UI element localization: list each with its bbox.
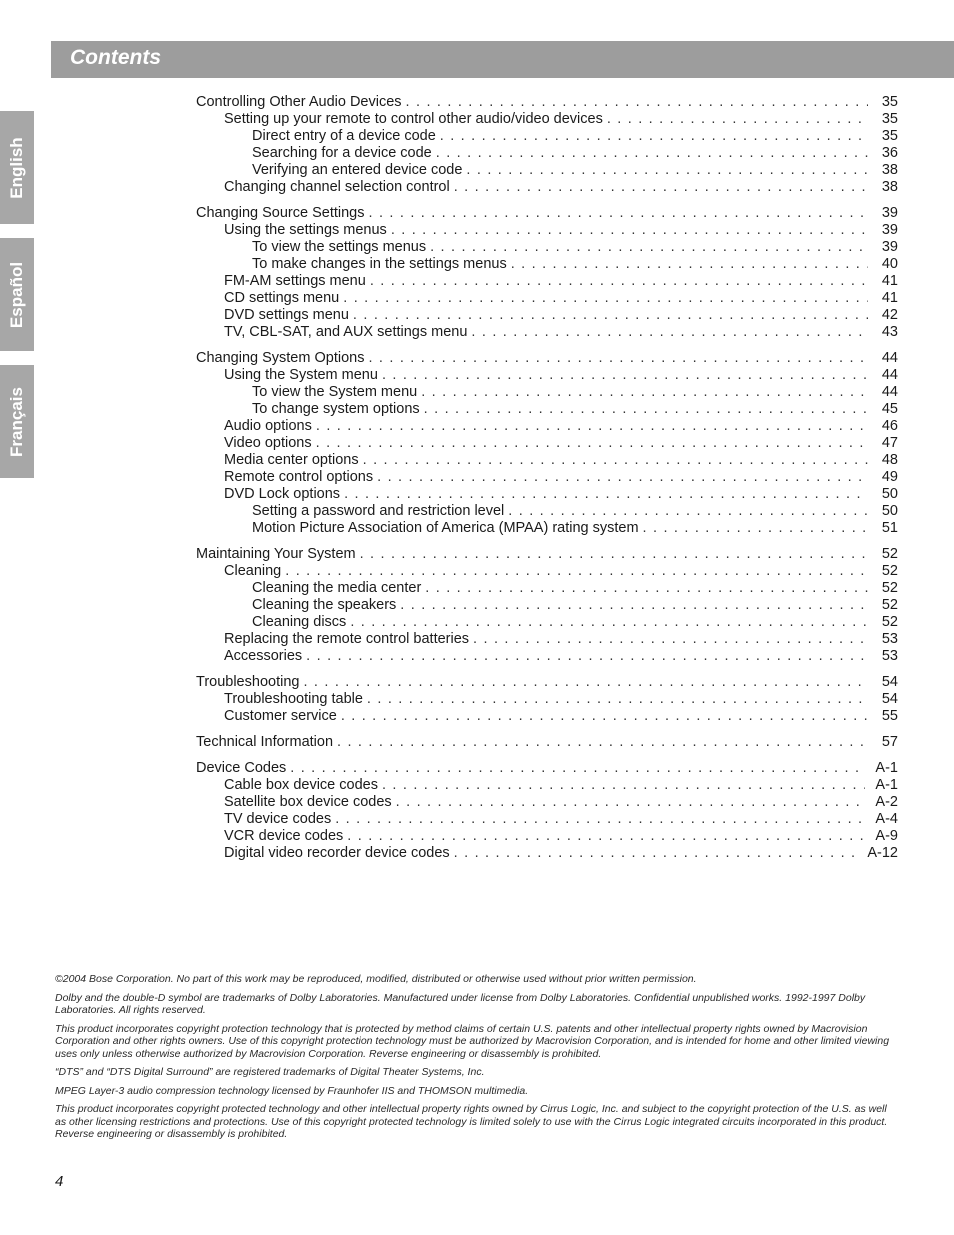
toc-entry[interactable] (196, 597, 898, 614)
toc-entry-title: Satellite box device codes (224, 794, 392, 810)
dot-leader (350, 614, 868, 631)
page-number: 4 (55, 1173, 64, 1190)
legal-paragraph: This product incorporates copyright protection technology that is protected by method claims of certain U.S. patents and other intellectual property rights owned by Macrovision Corporation and other rights owners. Use of this copyright protection technology must be authorized by Macrovision Corporation, and is intended for home and other limited viewing uses only unless otherwise authorized by Macrovision Corporation. Reverse engineering or disassembly is prohibited. (55, 1022, 890, 1060)
toc-entry-title: To view the settings menus (252, 239, 427, 255)
toc-entry-title: Video options (224, 435, 312, 451)
toc-entry[interactable] (196, 256, 898, 273)
toc-entry-page: 46 (881, 418, 898, 434)
toc-entry-page: 42 (881, 307, 898, 323)
toc-entry-page: 38 (881, 179, 898, 195)
toc-entry-title: Changing Source Settings (196, 205, 365, 221)
language-tab-label: English (7, 136, 26, 199)
toc-entry-title: Media center options (224, 452, 359, 468)
toc-entry-title: Audio options (224, 418, 312, 434)
dot-leader (363, 452, 868, 469)
toc-entry-page: 57 (881, 734, 898, 750)
toc-entry-page: 53 (881, 648, 898, 664)
toc-entry-page: 36 (881, 145, 898, 161)
toc-entry-title: VCR device codes (224, 828, 344, 844)
toc-entry-title: Motion Picture Association of America (MPAA) rating system (252, 520, 639, 536)
toc-entry-page: 50 (881, 486, 898, 502)
toc-entry-title: Cleaning discs (252, 614, 347, 630)
dot-leader (406, 94, 868, 111)
dot-leader (430, 239, 868, 256)
dot-leader (337, 734, 868, 751)
toc-entry[interactable] (196, 162, 898, 179)
toc-entry-page: 41 (881, 290, 898, 306)
toc-entry-title: To make changes in the settings menus (252, 256, 507, 272)
toc-entry[interactable] (196, 307, 898, 324)
toc-entry[interactable] (196, 520, 898, 537)
legal-paragraph: MPEG Layer-3 audio compression technology licensed by Fraunhofer IIS and THOMSON multimedia. (55, 1084, 529, 1097)
toc-entry[interactable] (196, 828, 898, 845)
toc-entry[interactable] (196, 811, 898, 828)
toc-entry-title: Remote control options (224, 469, 374, 485)
toc-entry-page: 35 (881, 128, 898, 144)
toc-entry[interactable] (196, 239, 898, 256)
dot-leader (367, 691, 868, 708)
toc-entry[interactable] (196, 367, 898, 384)
toc-entry-title: Cleaning the speakers (252, 597, 397, 613)
header-bar (51, 41, 954, 78)
toc-section (196, 94, 898, 196)
toc-entry-title: Technical Information (196, 734, 334, 750)
toc-entry-page: 52 (881, 597, 898, 613)
toc-entry-page: 45 (881, 401, 898, 417)
toc-entry-title: Setting a password and restriction level (252, 503, 505, 519)
toc-entry[interactable] (196, 179, 898, 196)
dot-leader (425, 580, 868, 597)
dot-leader (290, 760, 865, 777)
dot-leader (303, 674, 868, 691)
toc-entry-page: 47 (881, 435, 898, 451)
dot-leader (396, 794, 866, 811)
toc-entry-page: 55 (881, 708, 898, 724)
toc-entry-title: TV device codes (224, 811, 332, 827)
toc-entry-title: Searching for a device code (252, 145, 432, 161)
toc-entry-page: 48 (881, 452, 898, 468)
dot-leader (424, 401, 868, 418)
dot-leader (316, 435, 868, 452)
dot-leader (436, 145, 868, 162)
toc-entry-page: 39 (881, 222, 898, 238)
toc-entry[interactable] (196, 546, 898, 563)
toc-entry-page: 51 (881, 520, 898, 536)
dot-leader (353, 307, 868, 324)
toc-entry[interactable] (196, 273, 898, 290)
toc-entry-page: 52 (881, 546, 898, 562)
toc-entry[interactable] (196, 648, 898, 665)
dot-leader (347, 828, 865, 845)
toc-entry-title: Using the System menu (224, 367, 378, 383)
page-title: Contents (70, 46, 161, 69)
toc-entry[interactable] (196, 401, 898, 418)
toc-entry[interactable] (196, 145, 898, 162)
toc-entry-page: 40 (881, 256, 898, 272)
toc-entry-page: 53 (881, 631, 898, 647)
toc-entry-title: Cleaning (224, 563, 282, 579)
toc-entry-page: A-1 (875, 777, 898, 793)
toc-entry-title: Digital video recorder device codes (224, 845, 450, 861)
dot-leader (473, 631, 868, 648)
toc-entry-page: 43 (881, 324, 898, 340)
dot-leader (421, 384, 868, 401)
dot-leader (466, 162, 868, 179)
toc-entry-title: DVD settings menu (224, 307, 349, 323)
toc-entry[interactable] (196, 674, 898, 691)
toc-entry-title: Cleaning the media center (252, 580, 422, 596)
toc-entry[interactable] (196, 205, 898, 222)
dot-leader (368, 350, 868, 367)
dot-leader (306, 648, 868, 665)
toc-entry[interactable] (196, 350, 898, 367)
toc-entry[interactable] (196, 563, 898, 580)
toc-entry[interactable] (196, 760, 898, 777)
toc-entry[interactable] (196, 486, 898, 503)
toc-entry-page: 41 (881, 273, 898, 289)
toc-entry-title: Troubleshooting (196, 674, 300, 690)
toc-entry-title: DVD Lock options (224, 486, 341, 502)
dot-leader (368, 205, 868, 222)
dot-leader (370, 273, 868, 290)
dot-leader (454, 845, 858, 862)
toc-entry-page: 39 (881, 239, 898, 255)
toc-entry-page: 49 (881, 469, 898, 485)
toc-entry[interactable] (196, 469, 898, 486)
toc-section (196, 350, 898, 537)
toc-entry[interactable] (196, 708, 898, 725)
toc-entry[interactable] (196, 777, 898, 794)
toc-entry[interactable] (196, 631, 898, 648)
toc-entry-title: Accessories (224, 648, 303, 664)
toc-entry-page: 50 (881, 503, 898, 519)
dot-leader (454, 179, 868, 196)
toc-entry-page: 52 (881, 580, 898, 596)
toc-section (196, 546, 898, 665)
toc-entry[interactable] (196, 435, 898, 452)
toc-entry-title: Replacing the remote control batteries (224, 631, 470, 647)
toc-entry-title: Cable box device codes (224, 777, 378, 793)
language-tab-0[interactable] (0, 111, 34, 224)
dot-leader (382, 367, 868, 384)
toc-entry-title: FM-AM settings menu (224, 273, 366, 289)
toc-section (196, 674, 898, 725)
legal-paragraph: “DTS” and “DTS Digital Surround” are registered trademarks of Digital Theater Systems, Inc. (55, 1066, 485, 1078)
toc-entry-page: 38 (881, 162, 898, 178)
toc-entry-title: To change system options (252, 401, 420, 417)
dot-leader (607, 111, 868, 128)
toc-entry-title: TV, CBL-SAT, and AUX settings menu (224, 324, 468, 340)
toc-entry-page: A-9 (875, 828, 898, 844)
toc-entry-title: Changing channel selection control (224, 179, 450, 195)
dot-leader (400, 597, 868, 614)
dot-leader (643, 520, 868, 537)
toc-entry-title: Verifying an entered device code (252, 162, 463, 178)
legal-paragraph: ©2004 Bose Corporation. No part of this work may be reproduced, modified, distributed or otherwise used without prior written permission. (55, 973, 697, 985)
toc-entry-page: A-12 (867, 845, 898, 861)
dot-leader (391, 222, 868, 239)
toc-entry[interactable] (196, 614, 898, 631)
toc-entry-title: Direct entry of a device code (252, 128, 436, 144)
toc-entry-page: 35 (881, 94, 898, 110)
toc-entry-title: Troubleshooting table (224, 691, 363, 707)
toc-section (196, 760, 898, 862)
dot-leader (471, 324, 868, 341)
toc-entry[interactable] (196, 418, 898, 435)
toc-entry-title: To view the System menu (252, 384, 418, 400)
toc-section (196, 734, 898, 751)
toc-entry-page: 52 (881, 614, 898, 630)
toc-entry-page: 44 (881, 350, 898, 366)
toc-entry-page: 52 (881, 563, 898, 579)
toc-entry-title: Device Codes (196, 760, 287, 776)
toc-entry[interactable] (196, 128, 898, 145)
toc-entry[interactable] (196, 452, 898, 469)
toc-entry-page: 39 (881, 205, 898, 221)
toc-entry[interactable] (196, 111, 898, 128)
toc-entry-page: 44 (881, 367, 898, 383)
dot-leader (360, 546, 868, 563)
dot-leader (382, 777, 865, 794)
toc-section (196, 205, 898, 341)
toc-entry[interactable] (196, 384, 898, 401)
toc-entry-page: 54 (881, 691, 898, 707)
language-tab-label: Français (7, 386, 26, 457)
dot-leader (511, 256, 868, 273)
toc-entry-page: A-1 (875, 760, 898, 776)
dot-leader (343, 290, 868, 307)
toc-entry[interactable] (196, 290, 898, 307)
toc-entry-title: Setting up your remote to control other audio/video devices (224, 111, 603, 127)
toc-entry-title: Changing System Options (196, 350, 365, 366)
dot-leader (341, 708, 868, 725)
toc-entry-page: 54 (881, 674, 898, 690)
legal-notices (55, 973, 897, 1147)
language-tab-1[interactable] (0, 238, 34, 351)
toc-entry-title: Customer service (224, 708, 337, 724)
toc-entry-page: 44 (881, 384, 898, 400)
toc-entry-title: Controlling Other Audio Devices (196, 94, 402, 110)
toc-entry[interactable] (196, 324, 898, 341)
dot-leader (335, 811, 865, 828)
dot-leader (344, 486, 868, 503)
toc-entry[interactable] (196, 222, 898, 239)
toc-entry[interactable] (196, 794, 898, 811)
toc-entry[interactable] (196, 94, 898, 111)
toc-entry-title: Using the settings menus (224, 222, 387, 238)
dot-leader (285, 563, 868, 580)
toc-entry[interactable] (196, 580, 898, 597)
toc-entry-page: A-2 (875, 794, 898, 810)
toc-entry[interactable] (196, 503, 898, 520)
toc-entry-page: 35 (881, 111, 898, 127)
toc-entry[interactable] (196, 691, 898, 708)
toc-entry[interactable] (196, 734, 898, 751)
dot-leader (316, 418, 868, 435)
table-of-contents (196, 94, 898, 871)
language-tab-2[interactable] (0, 365, 34, 478)
toc-entry[interactable] (196, 845, 898, 862)
toc-entry-title: Maintaining Your System (196, 546, 356, 562)
language-tab-label: Español (7, 261, 26, 328)
dot-leader (377, 469, 868, 486)
toc-entry-page: A-4 (875, 811, 898, 827)
toc-entry-title: CD settings menu (224, 290, 340, 306)
legal-paragraph: Dolby and the double-D symbol are trademarks of Dolby Laboratories. Manufactured under license from Dolby Laboratories. Confidential unpublished works. 1992-1997 Dolby Laboratories. All rights reserved. (55, 991, 866, 1016)
dot-leader (508, 503, 868, 520)
dot-leader (440, 128, 868, 145)
legal-paragraph: This product incorporates copyright protected technology and other intellectual property rights owned by Cirrus Logic, Inc. and subject to the copyright protection of the U.S. as well as other licensing restrictions and protections. Use of this copyright protected technology is limited solely to use with the Cirrus Logic integrated circuits incorporated in this product. Reverse engineering or disassembly is prohibited. (55, 1103, 888, 1140)
